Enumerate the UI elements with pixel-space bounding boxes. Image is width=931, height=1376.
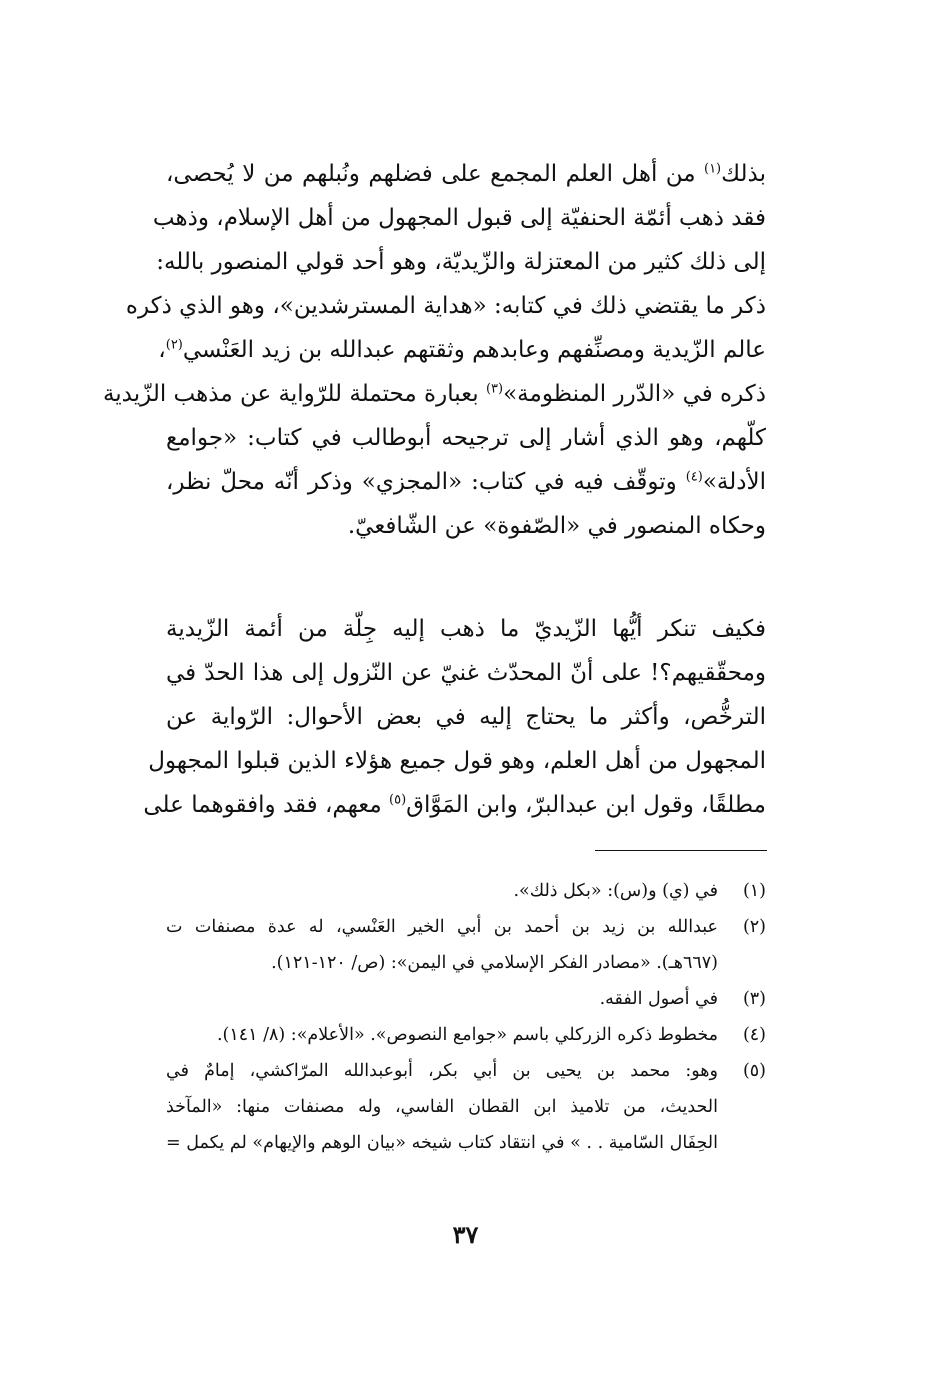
footnote-line: عبدالله بن زيد بن أحمد بن أبي الخير العَنْسي، له عدة مصنفات ت [166, 917, 718, 937]
body-line: الأدلة»$^{(٤)}$ وتوقّف فيه في كتاب: «المجزي» وذكر أنّه محلّ نظر، [166, 469, 766, 495]
paragraph-2 [143, 607, 766, 827]
footnote-text [166, 981, 718, 1017]
body-line: وحكاه المنصور في «الصّفوة» عن الشّافعيّ. [347, 513, 766, 539]
footnote-line: الحِفَال السّامية . . » في انتقاد كتاب شيخه «بيان الوهم والإيهام» لم يكمل = [166, 1133, 718, 1153]
footnote-number: (٣) [742, 989, 766, 1009]
body-line: كلّهم، وهو الذي أشار إلى ترجيحه أبوطالب في كتاب: «جوامع [166, 425, 766, 451]
body-line: ذكره في «الدّرر المنظومة»$^{(٣)}$ بعبارة محتملة للرّواية عن مذهب الزّيدية [102, 381, 766, 407]
footnote-line: مخطوط ذكره الزركلي باسم «جوامع النصوص». «الأعلام»: (٨/ ١٤١). [216, 1025, 718, 1045]
footnote-text [166, 909, 718, 981]
body-line: مطلقًا، وقول ابن عبدالبرّ، وابن المَوَّاق$^{(٥)}$ معهم، فقد وافقوهما على [143, 792, 766, 818]
footnote-line: في (ي) و(س): «بكل ذلك». [513, 881, 718, 901]
footnote-text [166, 1053, 718, 1161]
footnote-text [166, 1017, 718, 1053]
footnote-number: (٤) [742, 1025, 766, 1045]
body-line: ومحقّقيهم؟! على أنّ المحدّث غنيّ عن النّزول إلى هذا الحدّ في [166, 660, 766, 686]
footnote-ref-4[interactable]: (٤) [685, 469, 703, 485]
footnote-5 [166, 1053, 766, 1161]
footnote-3 [166, 981, 766, 1017]
paragraph-1 [102, 152, 766, 548]
body-line: ذكر ما يقتضي ذلك في كتابه: «هداية المسترشدين»، وهو الذي ذكره [125, 293, 766, 319]
footnote-ref-1[interactable]: (١) [703, 161, 722, 177]
footnote-4 [166, 1017, 766, 1053]
footnote-number: (٥) [742, 1061, 766, 1081]
footnote-1 [166, 873, 766, 909]
body-line: فقد ذهب أئمّة الحنفيّة إلى قبول المجهول من أهل الإسلام، وذهب [152, 205, 766, 231]
footnote-number: (١) [742, 881, 766, 901]
footnote-ref-3[interactable]: (٣) [485, 381, 504, 397]
footnotes [166, 873, 766, 1161]
footnote-2 [166, 909, 766, 981]
body-line: إلى ذلك كثير من المعتزلة والزّيديّة، وهو أحد قولي المنصور بالله: [156, 249, 766, 275]
footnote-separator [595, 850, 767, 851]
footnote-number: (٢) [742, 917, 766, 937]
body-line: عالم الزّيدية ومصنِّفهم وعابدهم وثقتهم عبدالله بن زيد العَنْسي$^{(٢)}$، [158, 337, 766, 363]
body-line: فكيف تنكر أيُّها الزّيديّ ما ذهب إليه جِلّة من أئمة الزّيدية [166, 616, 766, 642]
footnote-ref-2[interactable]: (٢) [165, 337, 183, 353]
footnote-text [166, 873, 718, 909]
footnote-line: الحديث، من تلاميذ ابن القطان الفاسي، وله مصنفات منها: «المآخذ [166, 1097, 718, 1117]
body-line: الترخُّص، وأكثر ما يحتاج إليه في بعض الأحوال: الرّواية عن [166, 704, 766, 730]
footnote-ref-5[interactable]: (٥) [389, 792, 407, 808]
footnote-line: في أصول الفقه. [599, 989, 718, 1009]
body-line: المجهول من أهل العلم، وهو قول جميع هؤلاء الذين قبلوا المجهول [148, 748, 766, 774]
page-number: ٣٧ [452, 1220, 479, 1249]
footnote-line: (٦٦٧هـ). «مصادر الفكر الإسلامي في اليمن»: (ص/ ١٢٠-١٢١). [271, 953, 718, 973]
body-line: بذلك$^{(١)}$ من أهل العلم المجمع على فضلهم ونُبلهم من لا يُحصى، [166, 161, 766, 187]
footnote-line: وهو: محمد بن يحيى بن أبي بكر، أبوعبدالله المرّاكشي، إمامٌ في [166, 1061, 718, 1081]
